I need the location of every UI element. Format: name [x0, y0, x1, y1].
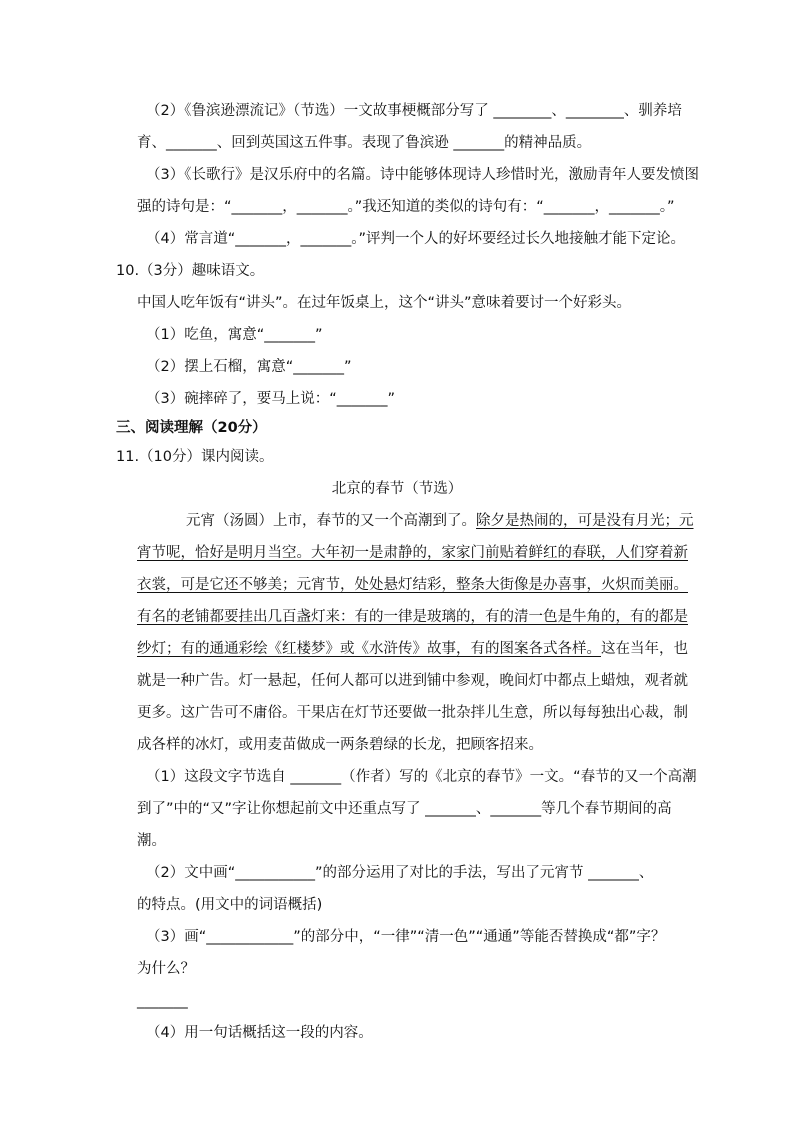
- q11-sub3-line2: 为什么？: [137, 961, 195, 977]
- q11-title: 11.（10分）课内阅读。: [116, 449, 274, 465]
- q10-intro: 中国人吃年饭有“讲头”。在过年饭桌上，这个“讲头”意味着要讨一个好彩头。: [137, 295, 632, 311]
- q9-part2-line1: （2）《鲁滨逊漂流记》（节选）一文故事梗概部分写了 ________、________、驯养培: [146, 103, 682, 119]
- q10-title: 10.（3分）趣味语文。: [116, 263, 265, 279]
- passage-line2: 宵节呢，恰好是明月当空。大年初一是肃静的，家家门前贴着鲜红的春联，人们穿着新: [137, 545, 688, 561]
- q10-item3: （3）碗摔碎了，要马上说：“_______”: [146, 391, 395, 407]
- passage-line6: 就是一种广告。灯一悬起，任何人都可以进到铺中参观，晚间灯中都点上蜡烛，观者就: [137, 673, 688, 689]
- q11-sub1-line3: 潮。: [137, 833, 166, 849]
- passage-line4: 有名的老铺都要挂出几百盏灯来：有的一律是玻璃的，有的清一色是牛角的，有的都是: [137, 609, 688, 625]
- q11-sub3-line1: （3）画“____________”的部分中，“一律”“清一色”“通通”等能否替换成“都”字？: [146, 929, 666, 945]
- q10-item1: （1）吃鱼，寓意“_______”: [146, 327, 323, 343]
- q11-sub2-line1: （2）文中画“___________”的部分运用了对比的手法，写出了元宵节 _______、: [146, 865, 654, 881]
- underlined-lantern-text: 纱灯；有的通通彩绘《红楼梦》或《水浒传》故事，有的图案各式各样。: [137, 641, 601, 657]
- passage-text: 这在当年，也: [601, 641, 688, 657]
- q10-item2: （2）摆上石榴，寓意“_______”: [146, 359, 352, 375]
- passage-line8: 成各样的冰灯，或用麦苗做成一两条碧绿的长龙，把顾客招来。: [137, 737, 543, 753]
- q11-sub3-answer-blank: _______: [137, 993, 188, 1009]
- q9-part4: （4）常言道“_______，_______。”评判一个人的好坏要经过长久地接触才能下定论。: [146, 231, 685, 247]
- passage-line1: [186, 511, 694, 531]
- passage-title: 北京的春节（节选）: [331, 481, 463, 497]
- underlined-contrast-text: 除夕是热闹的，可是没有月光；元: [476, 513, 694, 529]
- q11-sub1-line2: 到了”中的“又”字让你想起前文中还重点写了 _______、_______等几个春节期间的高: [137, 801, 672, 817]
- passage-text: 元宵（汤圆）上市，春节的又一个高潮到了。: [186, 513, 476, 529]
- q9-part3-line1: （3）《长歌行》是汉乐府中的名篇。诗中能够体现诗人珍惜时光，激励青年人要发愤图: [146, 167, 699, 183]
- passage-line3: 衣裳，可是它还不够美；元宵节，处处悬灯结彩，整条大街像是办喜事，火炽而美丽。: [137, 577, 688, 593]
- q11-sub4: （4）用一句话概括这一段的内容。: [146, 1025, 373, 1041]
- q11-sub1-line1: （1）这段文字节选自 _______（作者）写的《北京的春节》一文。“春节的又一个高潮: [146, 769, 697, 785]
- section3-heading: 三、阅读理解（20分）: [116, 420, 267, 436]
- q11-sub2-line2: 的特点。(用文中的词语概括): [137, 897, 323, 913]
- q9-part2-line2: 育、_______、回到英国这五件事。表现了鲁滨逊 _______的精神品质。: [137, 135, 592, 151]
- passage-line5: [137, 639, 688, 659]
- passage-line7: 更多。这广告可不庸俗。干果店在灯节还要做一批杂拌儿生意，所以每每独出心裁，制: [137, 705, 688, 721]
- q9-part3-line2: 强的诗句是：“_______，_______。”我还知道的类似的诗句有：“_______，_______。”: [137, 199, 675, 215]
